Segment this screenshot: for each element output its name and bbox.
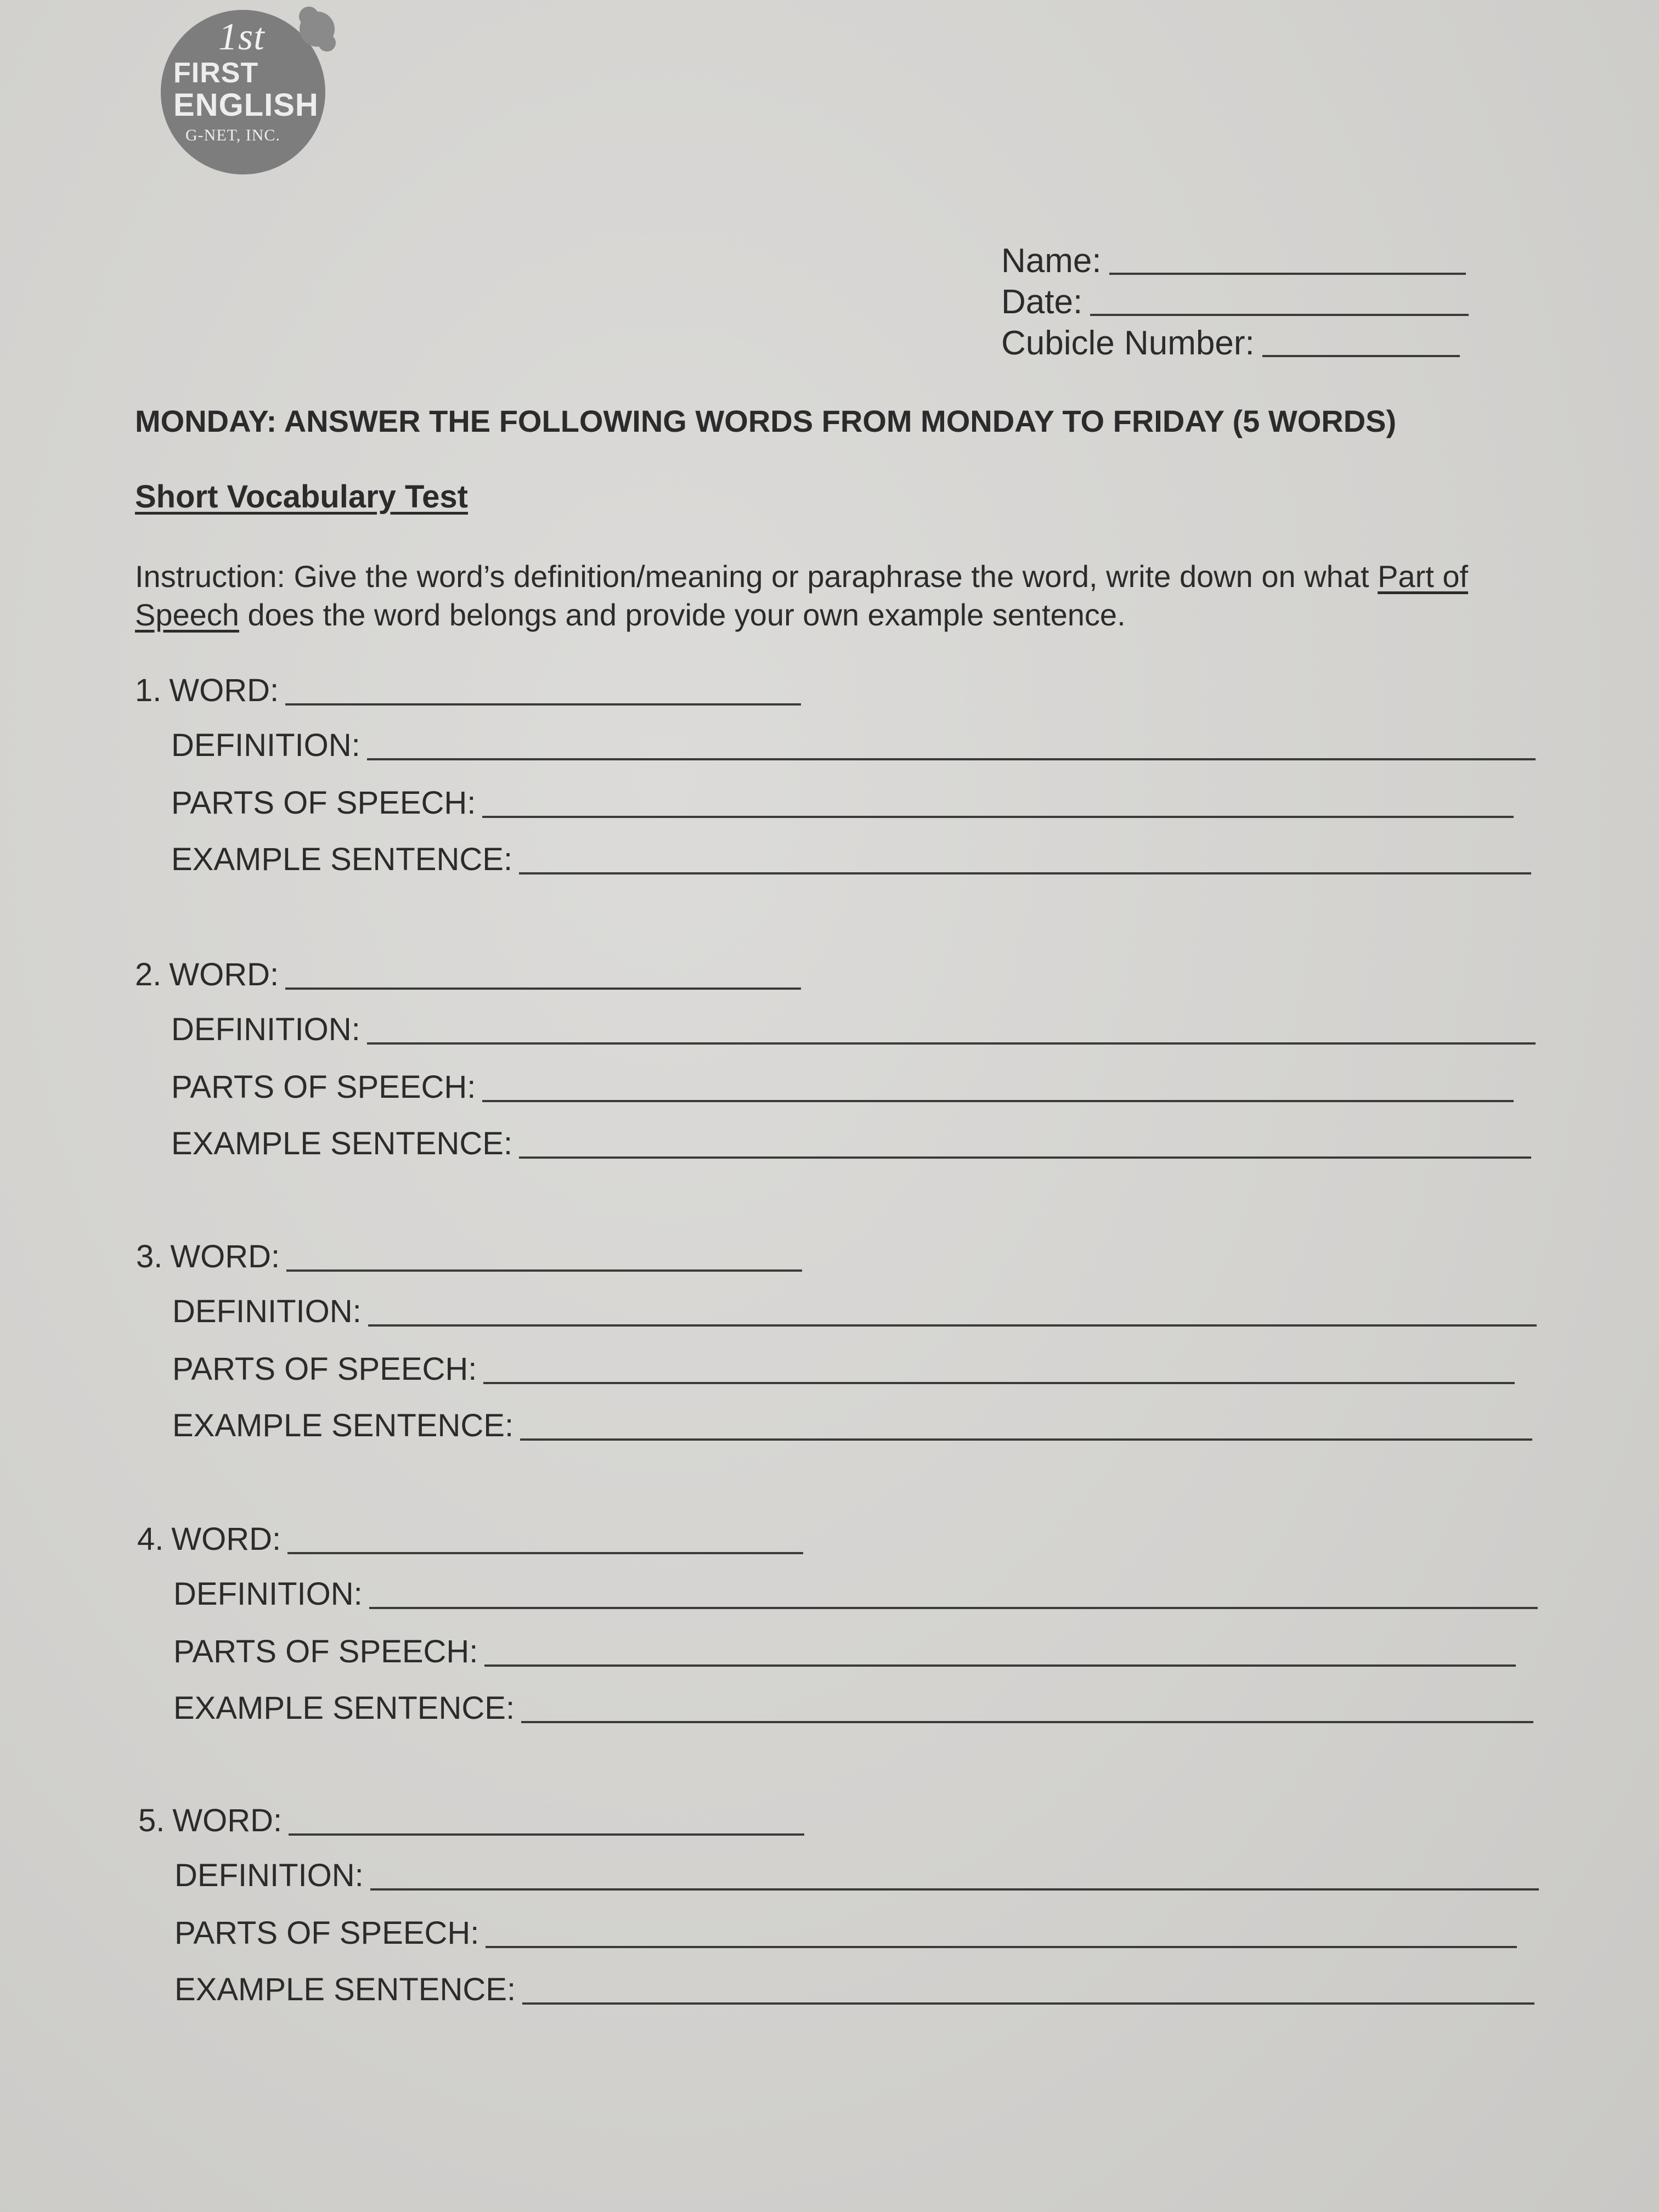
example-sentence-blank[interactable] [521, 1721, 1533, 1723]
word-label: WORD: [170, 1239, 280, 1274]
example-sentence-label: EXAMPLE SENTENCE: [171, 1126, 513, 1161]
cubicle-field[interactable] [1001, 324, 1460, 363]
first-english-logo [153, 4, 339, 174]
example-sentence-row [174, 1971, 1534, 2008]
example-sentence-label: EXAMPLE SENTENCE: [173, 1690, 515, 1726]
parts-of-speech-row [173, 1633, 1516, 1670]
parts-of-speech-label: PARTS OF SPEECH: [171, 785, 476, 821]
example-sentence-row [171, 841, 1531, 878]
definition-row [174, 1857, 1539, 1894]
parts-of-speech-blank[interactable] [483, 1382, 1515, 1384]
example-sentence-blank[interactable] [522, 2002, 1534, 2005]
parts-of-speech-row [172, 1351, 1515, 1387]
word-row [135, 672, 801, 709]
parts-of-speech-label: PARTS OF SPEECH: [171, 1069, 476, 1105]
example-sentence-blank[interactable] [519, 872, 1531, 874]
word-row [138, 1802, 804, 1839]
definition-label: DEFINITION: [174, 1858, 364, 1893]
word-row [135, 956, 801, 993]
logo-mark: 1st [218, 16, 265, 58]
example-sentence-label: EXAMPLE SENTENCE: [171, 842, 513, 877]
page-title: MONDAY: ANSWER THE FOLLOWING WORDS FROM MONDAY TO FRIDAY (5 WORDS) [135, 404, 1397, 438]
example-sentence-row [173, 1690, 1533, 1726]
item-number: 2. [135, 957, 162, 992]
word-row [136, 1238, 802, 1275]
instruction-text [135, 557, 1545, 634]
parts-of-speech-label: PARTS OF SPEECH: [172, 1351, 477, 1387]
definition-label: DEFINITION: [171, 1012, 360, 1047]
example-sentence-label: EXAMPLE SENTENCE: [172, 1408, 514, 1443]
definition-label: DEFINITION: [172, 1294, 362, 1329]
instruction-part2: does the word belongs and provide your own example sentence. [239, 597, 1126, 632]
word-blank[interactable] [286, 1269, 802, 1272]
cubicle-label: Cubicle Number: [1001, 324, 1255, 362]
name-blank[interactable] [1109, 273, 1466, 275]
item-number: 3. [136, 1239, 163, 1274]
test-subtitle: Short Vocabulary Test [135, 479, 468, 515]
date-label: Date: [1001, 283, 1083, 321]
word-label: WORD: [169, 673, 279, 708]
name-field[interactable] [1001, 241, 1466, 280]
item-number: 1. [135, 673, 162, 708]
parts-of-speech-blank[interactable] [484, 1664, 1516, 1667]
example-sentence-blank[interactable] [519, 1156, 1531, 1159]
definition-blank[interactable] [370, 1888, 1539, 1891]
instruction-underlined: Part of Speech [135, 559, 1469, 632]
example-sentence-label: EXAMPLE SENTENCE: [174, 1972, 516, 2007]
definition-row [171, 727, 1536, 764]
word-label: WORD: [172, 1803, 283, 1838]
word-blank[interactable] [285, 703, 801, 706]
word-label: WORD: [171, 1521, 281, 1557]
parts-of-speech-blank[interactable] [482, 1100, 1514, 1102]
item-number: 4. [137, 1521, 164, 1557]
definition-blank[interactable] [368, 1324, 1537, 1327]
definition-label: DEFINITION: [173, 1576, 363, 1612]
definition-row [172, 1293, 1537, 1330]
instruction-part1: Instruction: Give the word’s definition/meaning or paraphrase the word, write down on what [135, 559, 1378, 594]
word-label: WORD: [169, 957, 279, 992]
parts-of-speech-row [171, 785, 1514, 821]
item-number: 5. [138, 1803, 165, 1838]
example-sentence-row [171, 1125, 1531, 1162]
definition-blank[interactable] [367, 1042, 1536, 1045]
definition-row [171, 1011, 1536, 1048]
definition-blank[interactable] [369, 1607, 1538, 1609]
definition-label: DEFINITION: [171, 727, 360, 763]
word-blank[interactable] [289, 1833, 804, 1836]
parts-of-speech-label: PARTS OF SPEECH: [173, 1634, 478, 1669]
logo-line-english: ENGLISH [173, 87, 319, 123]
logo-line-first: FIRST [173, 57, 259, 89]
date-field[interactable] [1001, 283, 1469, 321]
parts-of-speech-row [174, 1915, 1517, 1951]
parts-of-speech-row [171, 1069, 1514, 1105]
example-sentence-row [172, 1407, 1532, 1444]
word-blank[interactable] [285, 988, 801, 990]
definition-row [173, 1576, 1538, 1612]
word-blank[interactable] [287, 1552, 803, 1554]
parts-of-speech-blank[interactable] [482, 816, 1514, 818]
parts-of-speech-label: PARTS OF SPEECH: [174, 1915, 479, 1951]
cubicle-blank[interactable] [1262, 355, 1460, 357]
definition-blank[interactable] [367, 758, 1536, 760]
logo-line-company: G-NET, INC. [185, 126, 280, 144]
example-sentence-blank[interactable] [520, 1438, 1532, 1441]
date-blank[interactable] [1090, 314, 1469, 316]
parts-of-speech-blank[interactable] [486, 1946, 1517, 1948]
name-label: Name: [1001, 242, 1102, 280]
word-row [137, 1521, 803, 1558]
